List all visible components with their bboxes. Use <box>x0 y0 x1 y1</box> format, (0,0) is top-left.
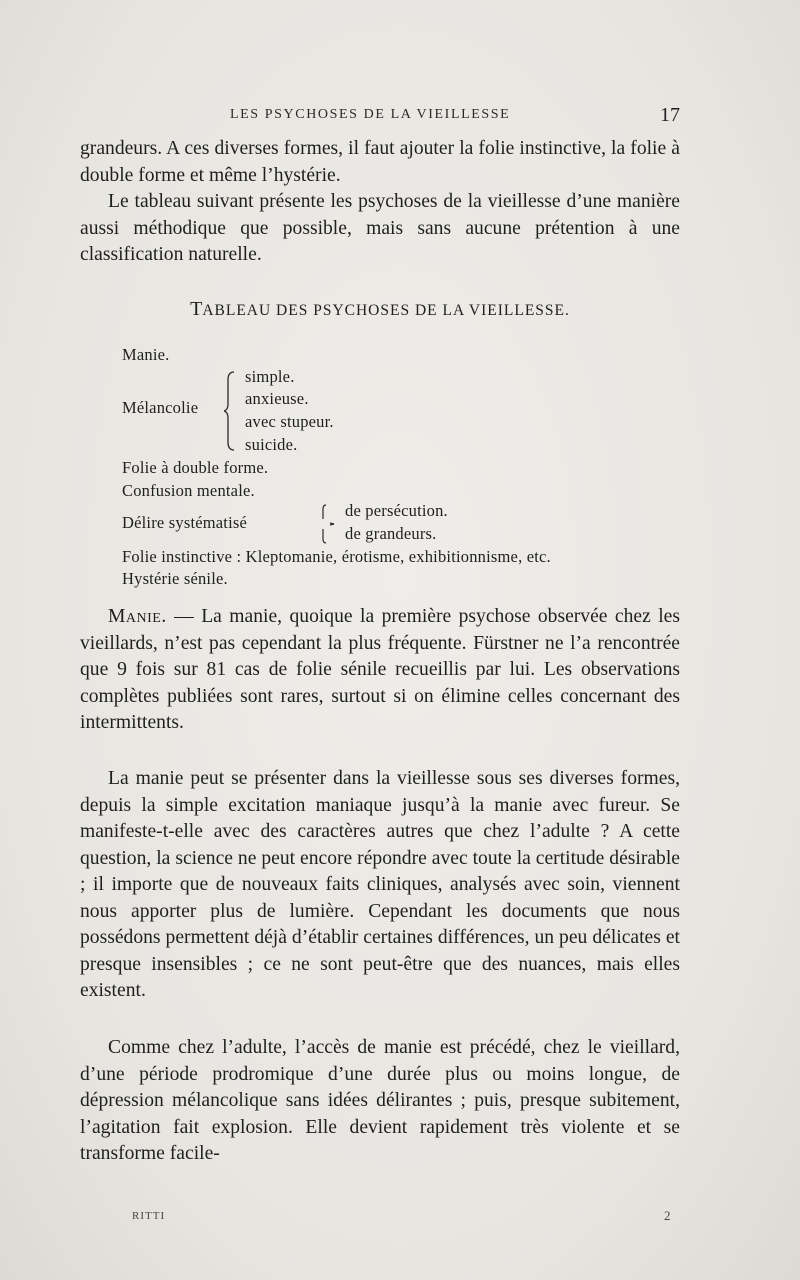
table-title-initial: T <box>190 298 203 320</box>
melancolie-form-stupeur: avec stupeur. <box>245 412 334 431</box>
table-confusion: Confusion mentale. <box>122 481 255 500</box>
running-title: LES PSYCHOSES DE LA VIEILLESSE <box>230 107 511 122</box>
delire-form-persecution: de persécution. <box>345 501 448 520</box>
melancolie-form-suicide: suicide. <box>245 435 298 454</box>
table-melancolie: Mélancolie <box>122 398 199 417</box>
section-manie <box>80 604 680 737</box>
delire-brace <box>320 503 336 545</box>
section-heading-manie: Manie. <box>108 606 167 627</box>
paragraph-manie-onset: Comme chez l’adulte, l’accès de manie est précédé, chez le vieillard, d’une période prodromique d’une durée plus ou moins longue, de dépression mélancolique sans idées délirantes ; puis, presque subitement, l’agitation fait explosion. Elle devient rapidement très violente et se transforme facile- <box>80 1037 680 1164</box>
table-delire: Délire systématisé <box>122 513 248 532</box>
table-title-rest: ABLEAU DES PSYCHOSES DE LA VIEILLESSE. <box>202 302 570 319</box>
melancolie-form-anxieuse: anxieuse. <box>245 389 309 408</box>
table-manie: Manie. <box>122 345 170 364</box>
paragraph-intro: grandeurs. A ces diverses formes, il faut ajouter la folie instinctive, la folie à double forme et même l’hystérie. <box>80 138 680 186</box>
footer-sheet-number: 2 <box>664 1208 671 1223</box>
melancolie-brace <box>224 370 236 452</box>
footer-signature: RITTI <box>132 1210 166 1222</box>
page-number: 17 <box>660 104 680 126</box>
delire-form-grandeurs: de grandeurs. <box>345 524 437 543</box>
melancolie-form-simple: simple. <box>245 367 295 386</box>
table-title <box>80 298 680 321</box>
paragraph-table-intro: Le tableau suivant présente les psychoses de la vieillesse d’une manière aussi méthodique que possible, mais sans aucune prétention à une classification naturelle. <box>80 191 680 265</box>
section-manie-text: — La manie, quoique la première psychose observée chez les vieillards, n’est pas cependant la plus fréquente. Fürstner ne l’a rencontrée que 9 fois sur 81 cas de folie sénile recueillis par lui. Les observations complètes publiées sont rares, surtout si on élimine celles concernant des intermittents. <box>80 606 680 733</box>
table-folie-double: Folie à double forme. <box>122 458 269 477</box>
table-folie-instinctive: Folie instinctive : Kleptomanie, érotisme, exhibitionnisme, etc. <box>122 547 551 566</box>
paragraph-manie-forms: La manie peut se présenter dans la vieillesse sous ses diverses formes, depuis la simple excitation maniaque jusqu’à la manie avec fureur. Se manifeste-t-elle avec des caractères autres que chez l’adulte ? A cette question, la science ne peut encore répondre avec toute la certitude désirable ; il importe que de nouveaux faits cliniques, analysés avec soin, viennent nous apporter plus de lumière. Cependant les documents que nous possédons permettent déjà d’établir certaines différences, un peu délicates et presque insensibles ; ce ne sont peut-être que des nuances, mais elles existent. <box>80 768 680 1001</box>
table-hysterie: Hystérie sénile. <box>122 569 228 588</box>
page-header <box>80 104 680 128</box>
